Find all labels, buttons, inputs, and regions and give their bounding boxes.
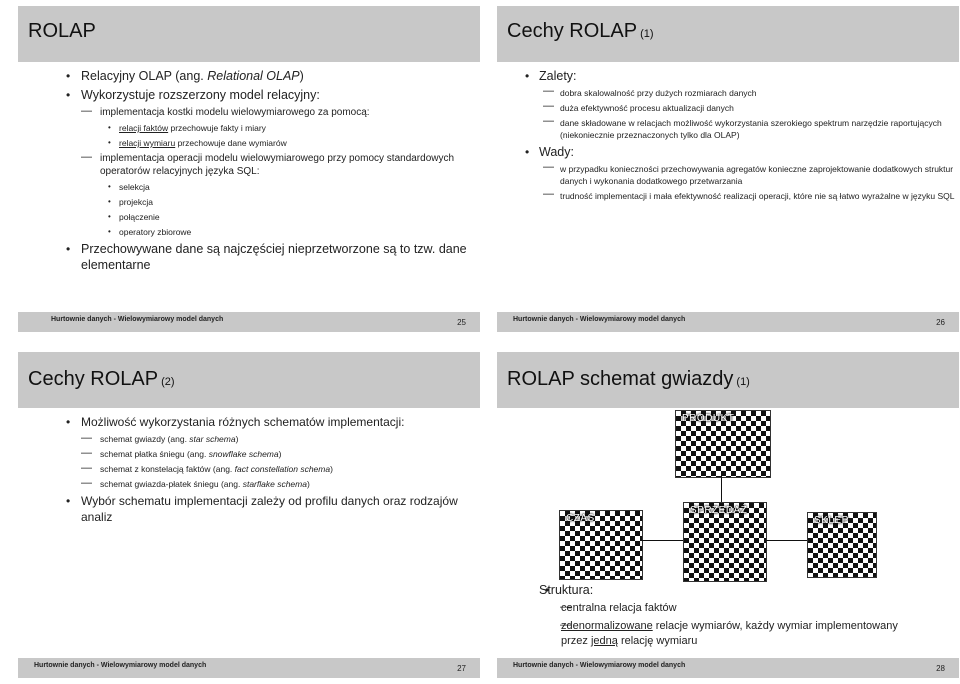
sub-sub-bullet-dimensions: • relacji wymiaru przechowuje dane wymiarów: [18, 137, 480, 149]
slide-footer: [18, 312, 480, 332]
slide-title-bar: [497, 352, 959, 408]
struktura-heading: • Struktura:: [497, 582, 959, 598]
footer-text: Hurtownie danych - Wielowymiarowy model danych: [34, 662, 207, 669]
slide-25: [18, 0, 480, 332]
slide-body: [18, 414, 480, 528]
struktura-item: — centralna relacja faktów: [497, 601, 959, 616]
slide-body: [497, 68, 959, 205]
slide-title: ROLAP: [28, 20, 96, 42]
slide-body: [497, 582, 959, 652]
sub-sub-bullet-facts: • relacji faktów przechowuje fakty i miary: [18, 122, 480, 134]
wada-item: — trudność implementacji i mała efektywność realizacji operacji, które nie są łatwo wyrażalne w języku SQL: [497, 190, 959, 202]
slide-footer: [497, 658, 959, 678]
op-item: • operatory zbiorowe: [18, 226, 480, 238]
zaleta-item: — duża efektywność procesu aktualizacji danych: [497, 102, 959, 114]
bullet-stored-data: • Przechowywane dane są najczęściej nieprzetworzone są to tzw. dane elementarne: [18, 241, 480, 273]
op-item: • projekcja: [18, 196, 480, 208]
zaleta-item: — dobra skalowalność przy dużych rozmiarach danych: [497, 87, 959, 99]
table-sklep: SKLEP: [807, 512, 877, 578]
footer-text: Hurtownie danych - Wielowymiarowy model danych: [513, 662, 686, 669]
bullet-model: • Wykorzystuje rozszerzony model relacyjny:: [18, 87, 480, 103]
table-czas: CZAS: [559, 510, 643, 580]
footer-text: Hurtownie danych - Wielowymiarowy model danych: [51, 316, 224, 323]
slide-27: [18, 346, 480, 678]
slide-body: [18, 68, 480, 276]
table-sprzedaz: SPRZEDAŻ: [683, 502, 767, 582]
slide-title: Cechy ROLAP (1): [507, 20, 654, 42]
footer-text: Hurtownie danych - Wielowymiarowy model danych: [513, 316, 686, 323]
wada-item: — w przypadku konieczności przechowywania agregatów konieczne zaprojektowanie dodatkowych struktur danych i wykonania dodatkowego przetwarzania: [497, 163, 959, 187]
op-item: • selekcja: [18, 181, 480, 193]
wady-heading: • Wady:: [497, 144, 959, 160]
sub-bullet-operations: — implementacja operacji modelu wielowymiarowego przy pomocy standardowych operatorów relacyjnych języka SQL:: [18, 152, 480, 178]
relation-line: [765, 540, 807, 541]
slide-28: [497, 346, 959, 678]
slide-title-bar: [18, 352, 480, 408]
slide-title-bar: [18, 6, 480, 62]
sub-bullet-cube: — implementacja kostki modelu wielowymiarowego za pomocą:: [18, 106, 480, 119]
relation-line: [641, 540, 683, 541]
slide-title: Cechy ROLAP (2): [28, 368, 175, 390]
page-number: 28: [936, 664, 945, 673]
slide-title: ROLAP schemat gwiazdy (1): [507, 368, 750, 390]
zalety-heading: • Zalety:: [497, 68, 959, 84]
slide-footer: [18, 658, 480, 678]
page-number: 26: [936, 318, 945, 327]
slide-footer: [497, 312, 959, 332]
schema-item: — schemat płatka śniegu (ang. snowflake schema): [18, 448, 480, 460]
page-number: 27: [457, 664, 466, 673]
slide-26: [497, 0, 959, 332]
zaleta-item: — dane składowane w relacjach możliwość wykorzystania szerokiego spektrum narzędzie raportujących (niekoniecznie przeznaczonych tylko dla OLAP): [497, 117, 959, 141]
bullet-schemas: • Możliwość wykorzystania różnych schematów implementacji:: [18, 414, 480, 430]
op-item: • połączenie: [18, 211, 480, 223]
relation-line: [721, 476, 722, 502]
bullet-choice: • Wybór schematu implementacji zależy od profilu danych oraz rodzajów analiz: [18, 493, 480, 525]
table-produkt: PRODUKT: [675, 410, 771, 478]
schema-item: — schemat z konstelacją faktów (ang. fact constellation schema): [18, 463, 480, 475]
struktura-item: — zdenormalizowane relacje wymiarów, każdy wymiar implementowany przez jedną relację wymiaru: [497, 619, 959, 649]
schema-item: — schemat gwiazdy (ang. star schema): [18, 433, 480, 445]
page-number: 25: [457, 318, 466, 327]
schema-item: — schemat gwiazda-płatek śniegu (ang. starflake schema): [18, 478, 480, 490]
bullet-relational-olap: • Relacyjny OLAP (ang. Relational OLAP): [18, 68, 480, 84]
slide-title-bar: [497, 6, 959, 62]
